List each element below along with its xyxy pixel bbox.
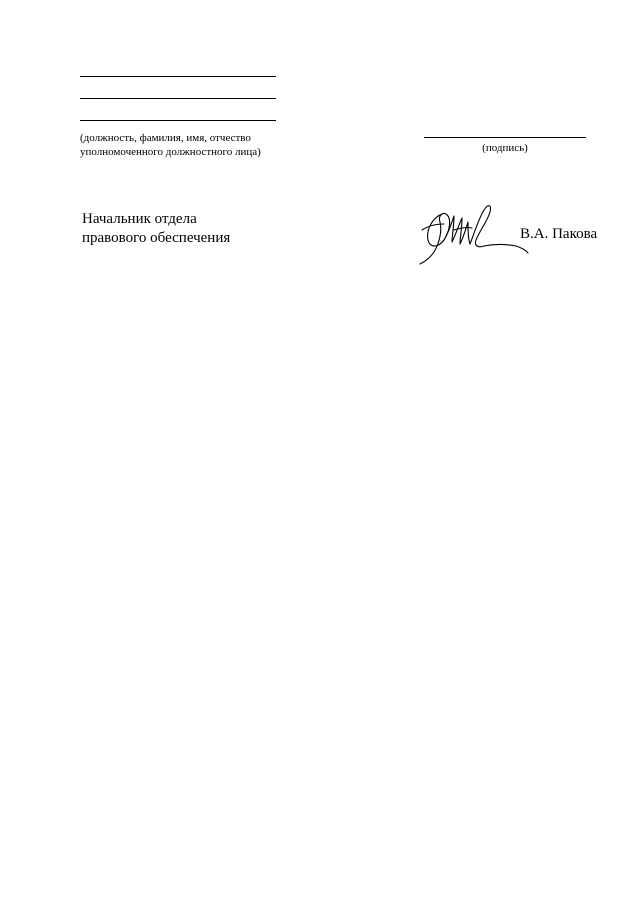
signature-blank-line — [424, 137, 586, 138]
handwritten-signature — [414, 200, 534, 266]
official-blank-line-2 — [80, 98, 276, 99]
official-caption-line-2: уполномоченного должностного лица) — [80, 146, 261, 158]
official-blank-line-1 — [80, 76, 276, 77]
signatory-name: В.А. Пакова — [520, 226, 598, 242]
official-blank-line-3 — [80, 120, 276, 121]
signatory-position — [82, 210, 230, 248]
signatory-position-line-2: правового обеспечения — [82, 230, 231, 246]
signature-caption: (подпись) — [482, 142, 528, 154]
official-caption — [80, 131, 261, 159]
signatory-position-line-1: Начальник отдела — [82, 211, 197, 227]
official-caption-line-1: (должность, фамилия, имя, отчество — [80, 132, 251, 144]
